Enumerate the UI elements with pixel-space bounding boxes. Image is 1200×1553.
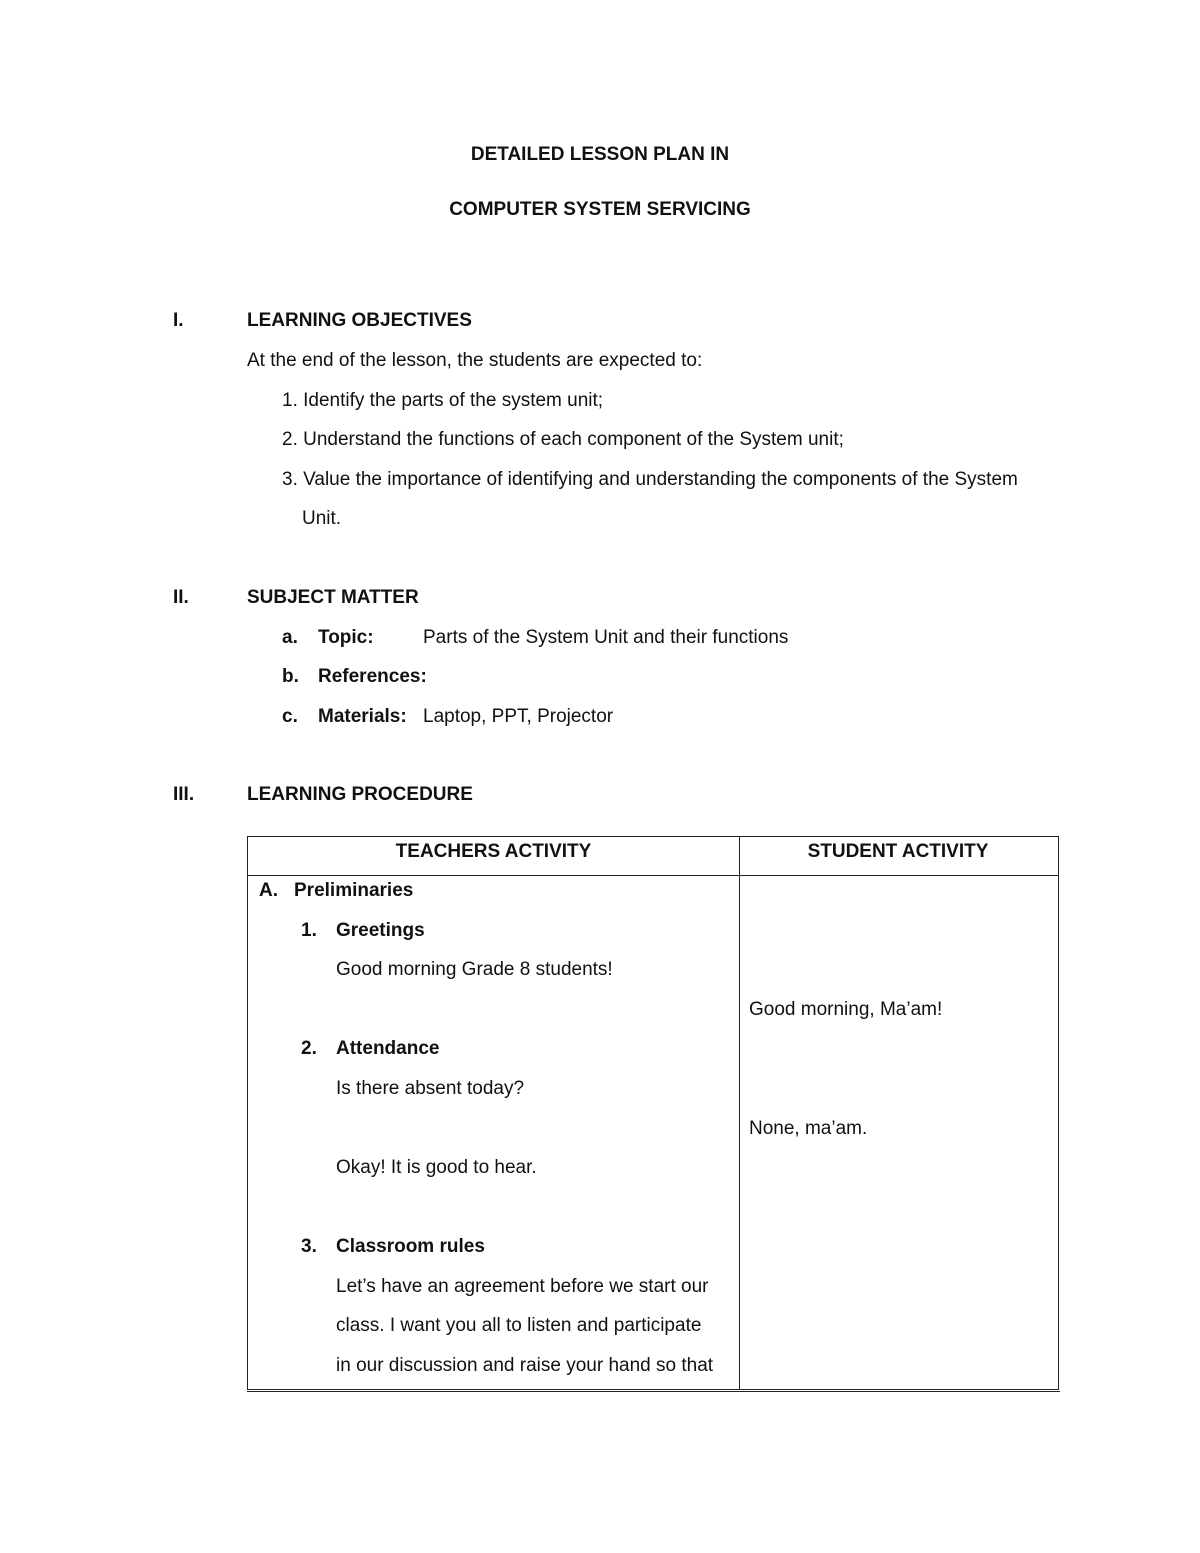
classroom-rules-line: Let’s have an agreement before we start our	[336, 1276, 709, 1297]
classroom-rules-line: class. I want you all to listen and participate	[336, 1315, 702, 1336]
objective-item-continuation: Unit.	[302, 508, 342, 529]
table-bottom-border	[247, 1391, 1060, 1392]
document-subtitle: COMPUTER SYSTEM SERVICING	[449, 199, 751, 220]
section-3-numeral: III.	[173, 784, 195, 805]
step-number: 2.	[301, 1038, 317, 1059]
objectives-intro: At the end of the lesson, the students are expected to:	[247, 350, 703, 371]
subject-item-letter: a.	[282, 627, 298, 648]
section-2-numeral: II.	[173, 587, 189, 608]
document-title: DETAILED LESSON PLAN IN	[470, 144, 730, 165]
section-1-heading: LEARNING OBJECTIVES	[247, 310, 472, 331]
objective-item: 1. Identify the parts of the system unit;	[282, 390, 604, 411]
student-attendance-response: None, ma’am.	[749, 1118, 868, 1139]
table-column-divider	[739, 837, 740, 1389]
student-greeting-response: Good morning, Ma’am!	[749, 999, 943, 1020]
subject-topic-label: Topic:	[318, 627, 374, 648]
subject-materials-label: Materials:	[318, 706, 407, 727]
objective-item: 3. Value the importance of identifying and understanding the components of the System	[282, 469, 1018, 490]
subject-item-letter: b.	[282, 666, 299, 687]
teacher-greeting: Good morning Grade 8 students!	[336, 959, 613, 980]
teacher-attendance-reply: Okay! It is good to hear.	[336, 1157, 537, 1178]
table-header-teacher: TEACHERS ACTIVITY	[395, 841, 592, 862]
subject-references-label: References:	[318, 666, 427, 687]
step-attendance-title: Attendance	[336, 1038, 440, 1059]
step-classroom-rules-title: Classroom rules	[336, 1236, 485, 1257]
classroom-rules-line: in our discussion and raise your hand so that	[336, 1355, 714, 1376]
step-number: 3.	[301, 1236, 317, 1257]
part-letter: A.	[259, 880, 278, 901]
section-3-heading: LEARNING PROCEDURE	[247, 784, 473, 805]
subject-topic-value: Parts of the System Unit and their functions	[423, 627, 789, 648]
step-greetings-title: Greetings	[336, 920, 425, 941]
step-number: 1.	[301, 920, 317, 941]
objective-item: 2. Understand the functions of each component of the System unit;	[282, 429, 844, 450]
part-title: Preliminaries	[294, 880, 414, 901]
section-2-heading: SUBJECT MATTER	[247, 587, 419, 608]
section-1-numeral: I.	[173, 310, 184, 331]
table-header-student: STUDENT ACTIVITY	[807, 841, 989, 862]
subject-item-letter: c.	[282, 706, 298, 727]
subject-materials-value: Laptop, PPT, Projector	[423, 706, 614, 727]
table-header-divider	[248, 875, 1058, 876]
teacher-attendance-question: Is there absent today?	[336, 1078, 525, 1099]
learning-procedure-table	[247, 836, 1059, 1390]
